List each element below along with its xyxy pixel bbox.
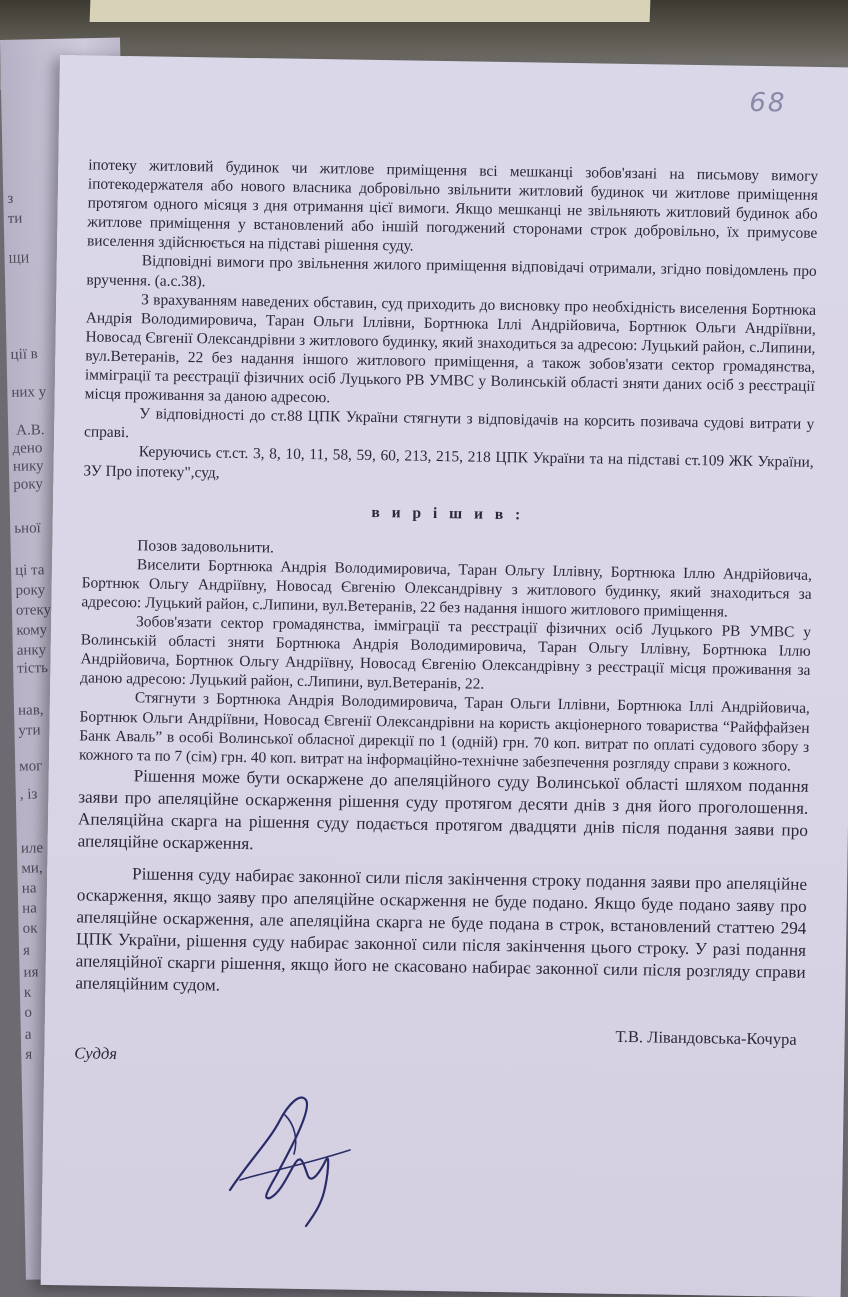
fragment-text: нав, [17,702,44,719]
decision-item: Зобов'язати сектор громадянства, імміграції та реєстрації фізичних осіб Луцького РВ УМВС у Волинській області зняти Бортнюка Андрія Володимировича, Таран Ольгу Іллівну, Бортнюка Іллю Андрійовича, Бортнюк Ольгу Андріївну, Новосад Євгенію Олександрівну з реєстрації місця проживання за даною адресою: Луцький район, с.Липини, вул.Ветеранів, 22. [80,613,812,694]
fragment-text: отеку [15,602,52,619]
paragraph: Відповідні вимоги про звільнення жилого приміщення відповідачі отримали, згідно повідомлень про вручення. (а.с.38). [86,252,817,290]
decision-item: Стягнути з Бортнюка Андрія Володимировича, Таран Ольги Іллівни, Бортнюка Іллі Андрійовича, Бортнюк Ольги Андріївни, Новосад Євгенії Олександрівни на користь акціонерного товариства “Райффайзен Банк Аваль” в особі Волинської обласної дирекції по 1 (одній) грн. 70 коп. витрат по оплаті судового збору з кожного та по 7 (сім) грн. 40 коп. витрат на інформаційно-технічне забезпечення розгляду справи з кожного. [78,689,810,775]
fragment-text: ЩИ [8,251,30,266]
fragment-text: на [22,900,38,917]
fragment-text: ьної [14,520,41,537]
fragment-text: А.В. [16,422,45,439]
fragment-text: з [7,190,14,207]
paragraph: З врахуванням наведених обставин, суд приходить до висновку про необхідність виселення Бортнюка Андрія Володимировича, Таран Ольги Іллівни, Бортнюка Іллі Андрійовича, Бортнюк Ольги Андріївни, Новосад Євгенії Олександрівни з житлового будинку, який знаходиться за адресою: Луцький район, с.Липини, вул.Ветеранів, 22 без надання іншого житлового приміщення, а також зобов'язати сектор громадянства, імміграції та реєстрації фізичних осіб Луцького РВ УМВС у Волинській області зняти даних осіб з реєстрації місця проживання за даною адресою. [84,290,817,407]
page-number: 68 [749,87,787,119]
fragment-text: на [21,880,37,897]
fragment-text: о [24,1004,33,1021]
decision-item: Рішення суду набирає законної сили після закінчення строку подання заяви про апеляційне оскарження, якщо заяву про апеляційне оскарження не буде подано. Якщо буде подано заяву про апеляційне оскарження, але апеляційна скарга не буде подана в строк, встановлений статтею 294 ЦПК України, рішення суду набирає законної сили після закінчення цього строку. У разі подання апеляційної скарги рішення, якщо його не скасовано набирає законної сили після розгляду справи апеляційним судом. [75,864,808,995]
fragment-text: ути [18,722,41,739]
fragment-text: кому [16,622,48,639]
document-body [74,155,818,1073]
fragment-text: тість [17,660,49,677]
fragment-text: иле [20,840,44,857]
fragment-text: ти [7,210,23,227]
fragment-text: них у [11,384,47,401]
paragraph: Керуючись ст.ст. 3, 8, 10, 11, 58, 59, 60, 213, 215, 218 ЦПК України та на підставі ст.109 ЖК України, ЗУ Про іпотеку",суд, [83,443,814,482]
fragment-text: а [24,1026,32,1043]
paragraph: іпотеку житловий будинок чи житлове приміщення всі мешканці зобов'язані на письмову вимогу іпотекодержателя або нового власника добровільно звільнити житловий будинок чи житлове приміщення протягом одного місяця з дня отримання цієї вимоги. Якщо мешканці не звільняють житловий будинок або житлове приміщення у встановлений або іншій погоджений сторонами строк добровільно, їх примусове виселення здійснюється на підставі рішення суду. [86,156,819,255]
decision-item: Виселити Бортнюка Андрія Володимировича, Таран Ольгу Іллівну, Бортнюка Іллю Андрійовича, Бортнюк Ольгу Андріївну, Новосад Євгенію Олександрівну з житлового будинку, який знаходиться за адресою: Луцький район, с.Липини, вул.Ветеранів, 22 без надання іншого житлового приміщення. [81,556,813,621]
judge-name: Т.В. Лівандовська-Кочура [615,1026,797,1049]
fragment-text: дено [12,440,43,457]
fragment-text: ції в [10,346,38,363]
fragment-text: ия [23,964,39,981]
fragment-text: я [22,942,31,959]
background-paper-strip [90,0,651,22]
judge-label: Суддя [74,1043,118,1063]
court-decision-page [41,55,848,1297]
fragment-text: к [23,984,32,1001]
paragraph: У відповідності до ст.88 ЦПК України стягнути з відповідачів на корсить позивача судові витрати у справі. [83,405,815,442]
fragment-text: ок [22,920,38,937]
fragment-text: нику [12,458,44,475]
fragment-text: року [13,476,44,493]
fragment-text: я [25,1046,33,1063]
fragment-text: ці та [14,562,45,579]
fragment-text: року [15,582,46,599]
fragment-text: мог [19,758,43,775]
fragment-text: анку [16,642,47,659]
decision-item: Позов задовольнити. [137,536,275,557]
decision-heading: в и р і ш и в : [371,503,525,523]
fragment-text: , із [19,786,38,803]
handwritten-signature [210,1080,370,1230]
fragment-text: ми, [21,860,43,877]
decision-item: Рішення може бути оскаржене до апеляційного суду Волинської області шляхом подання заяви про апеляційне оскарження рішення суду протягом десяти днів з дня його проголошення. Апеляційна скарга на рішення суду подається протягом двадцяти днів після подання заяви про апеляційне оскарження. [77,766,809,853]
